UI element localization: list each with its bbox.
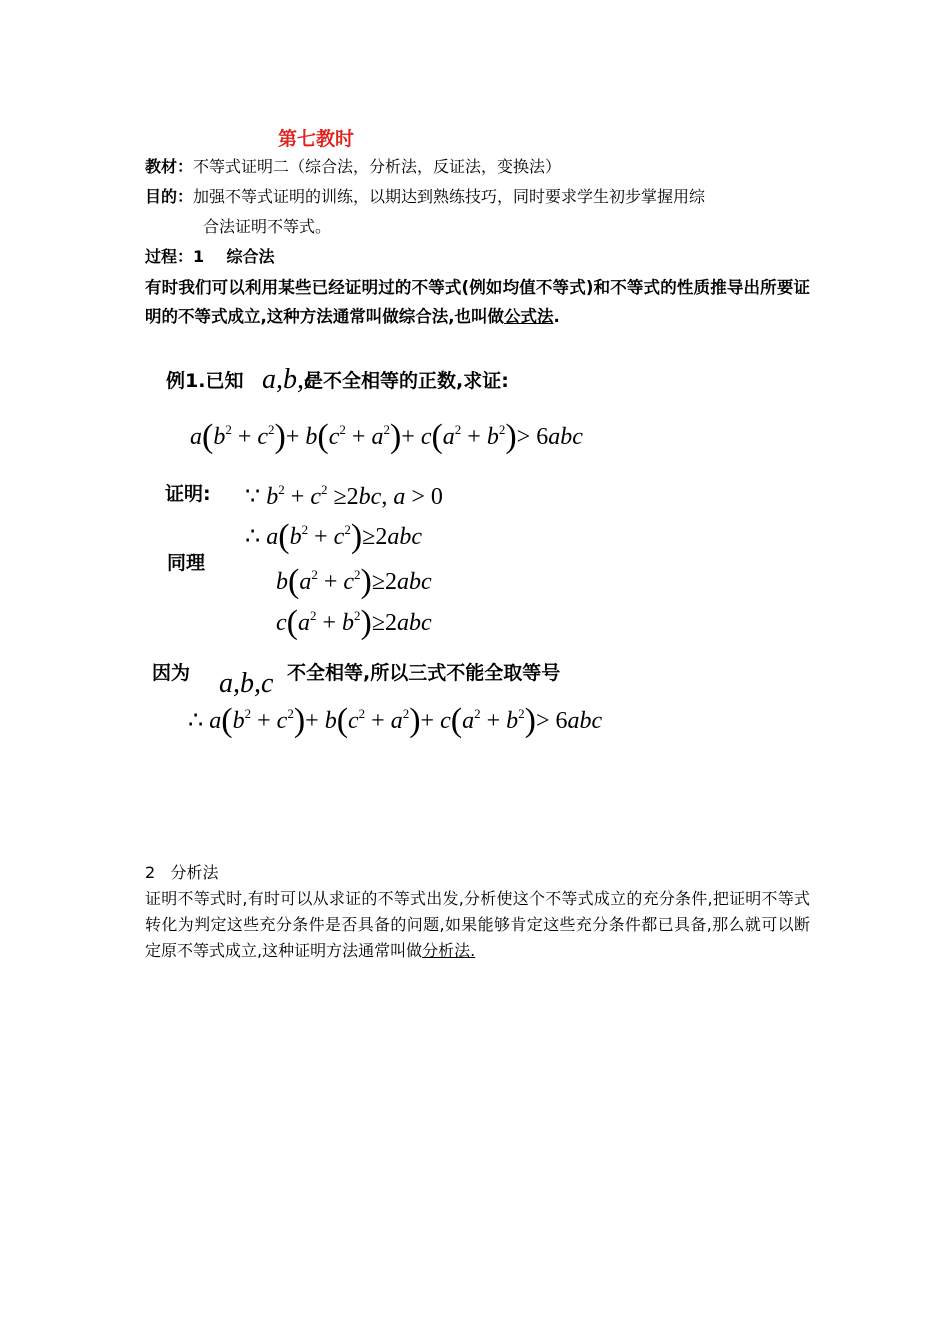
material-text: 不等式证明二（综合法，分析法，反证法，变换法）: [193, 157, 562, 176]
proof-step-4: $c(a^2 + b^2)\ge 2abc$: [276, 604, 432, 641]
same-label: 同理: [167, 552, 206, 574]
because-label: 因为: [152, 662, 191, 684]
example-label: 例1.已知: [166, 370, 244, 392]
analysis-paragraph: [145, 886, 810, 964]
because-vars: a,b,c: [219, 668, 274, 699]
section-2-number: 2: [145, 863, 156, 882]
lesson-title: 第七教时: [278, 128, 355, 150]
section-2-heading: [145, 862, 218, 884]
process-label: 过程：: [145, 247, 194, 266]
goal-text-line2: 合法证明不等式。: [203, 217, 332, 236]
synthesis-term: 公式法: [504, 307, 554, 326]
goal-line: [145, 186, 705, 208]
proof-step-2: ∴ $a(b^2 + c^2)\ge 2abc$: [245, 518, 422, 555]
example-vars: a,b,c: [262, 364, 317, 395]
analysis-text: 证明不等式时,有时可以从求证的不等式出发,分析使这个不等式成立的充分条件,把证明不等式转化为判定这些充分条件是否具备的问题,如果能够肯定这些充分条件都已具备,那么就可以断定原不等式成立,这种证明方法通常叫做: [145, 889, 810, 960]
proof-step-3: $b(a^2 + c^2)\ge 2abc$: [276, 563, 432, 600]
synthesis-end: .: [553, 307, 560, 326]
synthesis-paragraph: [145, 273, 810, 331]
section-1-number: 1: [193, 247, 205, 266]
goal-label: 目的：: [145, 187, 194, 206]
material-label: 教材：: [145, 157, 194, 176]
goal-text-line1: 加强不等式证明的训练，以期达到熟练技巧，同时要求学生初步掌握用综: [193, 187, 706, 206]
conclusion-formula: ∴ $a(b^2 + c^2)+ b(c^2 + a^2)+ c(a^2 + b^2)> 6abc$: [188, 702, 603, 739]
example-condition: 是不全相等的正数,求证:: [304, 370, 509, 392]
proof-label: 证明:: [165, 483, 211, 505]
analysis-term: 分析法.: [422, 941, 476, 960]
claim-formula: $a(b^2 + c^2)+ b(c^2 + a^2)+ c(a^2 + b^2)> 6abc$: [190, 418, 583, 455]
synthesis-text: 有时我们可以利用某些已经证明过的不等式(例如均值不等式)和不等式的性质推导出所要证明的不等式成立,这种方法通常叫做综合法,也叫做: [145, 278, 810, 326]
material-line: [145, 156, 561, 178]
proof-step-1: ∵ $b^2 + c^2 \ge 2bc$, a > 0: [245, 482, 443, 510]
process-line: [145, 246, 274, 268]
section-1-title: 综合法: [226, 247, 275, 266]
because-text: 不全相等,所以三式不能全取等号: [287, 662, 561, 684]
section-2-title: 分析法: [170, 863, 219, 882]
